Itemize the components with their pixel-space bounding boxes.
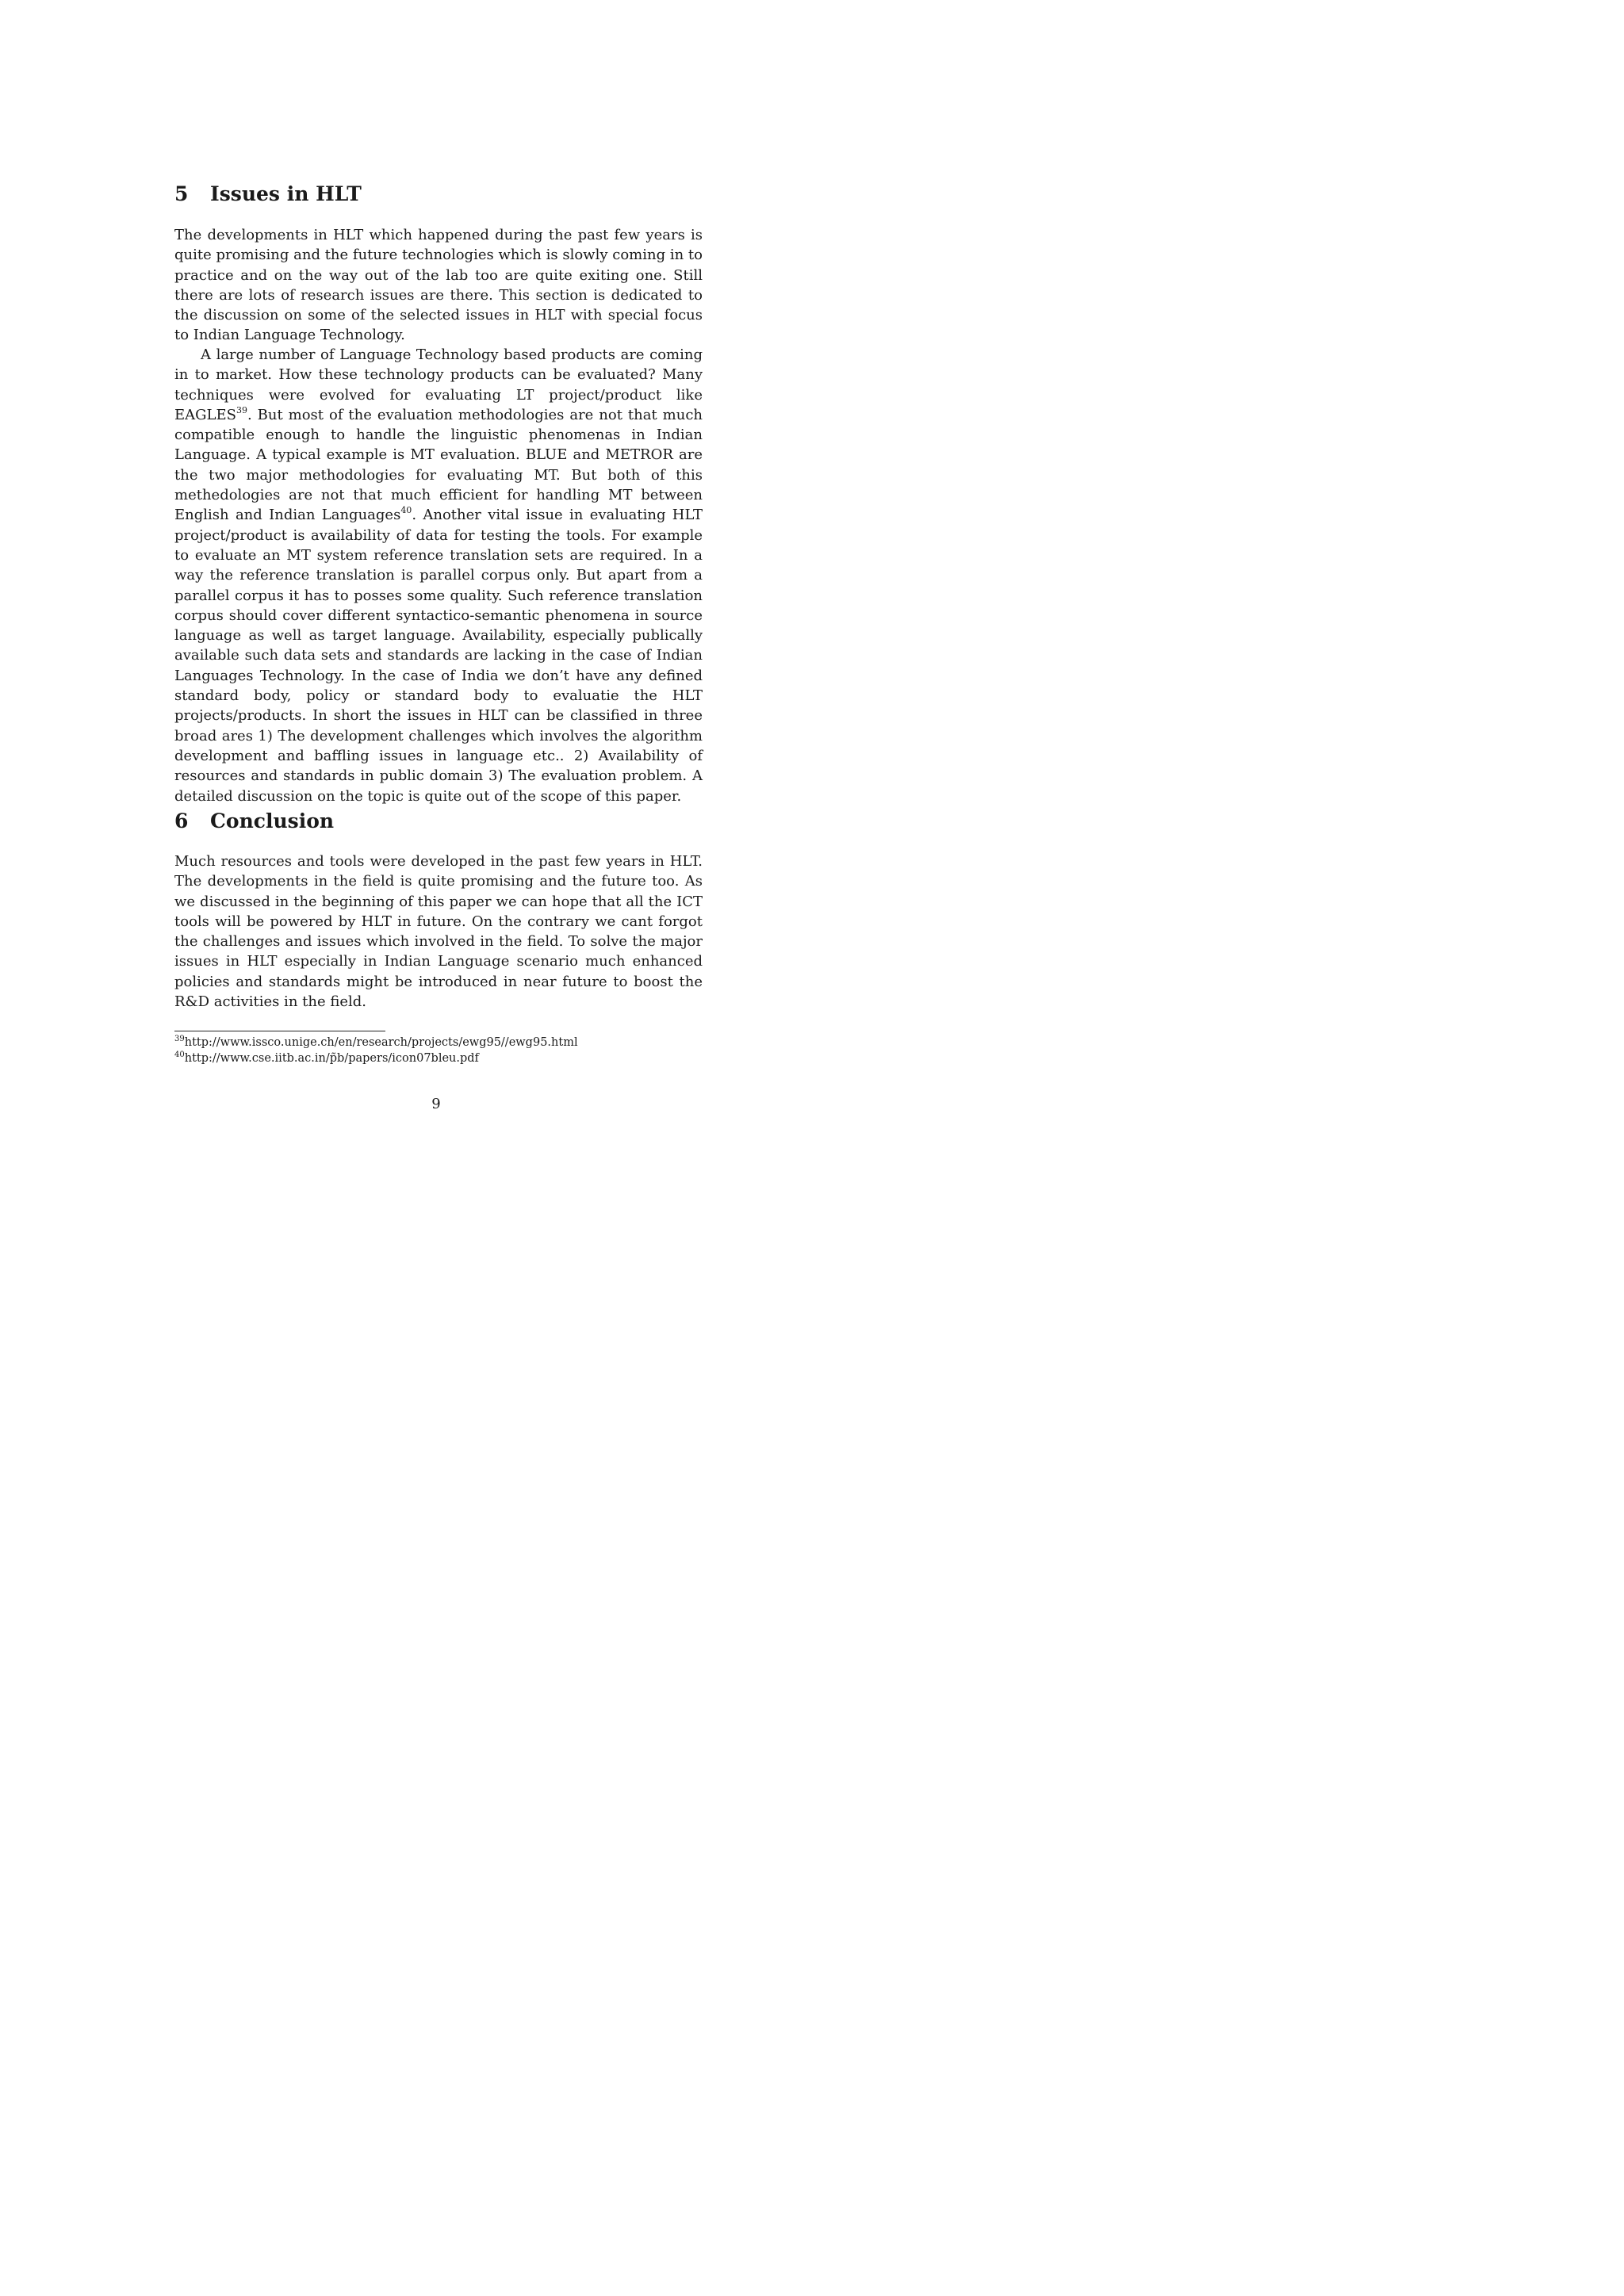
footnote-mark: 40 — [174, 1050, 185, 1059]
section-title: Conclusion — [210, 809, 335, 832]
footnote-mark: 39 — [174, 1035, 185, 1043]
paragraph-text: . But most of the evaluation methodologies are not that much compatible enough to handle the linguistic phenomenas in Indian Language. A typical example is MT evaluation. BLUE and METROR are the two major methodologies for evaluating MT. But both of this methedologies are not that much efficient for handling MT between English and Indian Languages — [174, 406, 703, 524]
section-heading-conclusion — [174, 809, 334, 832]
paragraph-conclusion: Much resources and tools were developed in the past few years in HLT. The developments in the field is quite promising and the future too. As we discussed in the beginning of this paper we can hope that all the ICT tools will be powered by HLT in future. On the contrary we cant forgot the challenges and issues which involved in the field. To solve the major issues in HLT especially in Indian Language scenario much enhanced policies and standards might be introduced in near future to boost the R&D activities in the field. — [174, 853, 703, 1011]
paragraph-issues-evaluation — [174, 345, 703, 806]
paragraph-issues-intro: The developments in HLT which happened during the past few years is quite promising and the future technologies which is slowly coming in to practice and on the way out of the lab too are quite exiting one. Still there are lots of research issues are there. This section is dedicated to the discussion on some of the selected issues in HLT with special focus to Indian Language Technology. — [174, 227, 703, 344]
footnote-url: http://www.issco.unige.ch/en/research/projects/ewg95//ewg95.html — [184, 1036, 578, 1049]
footnote-39 — [174, 1035, 578, 1050]
footnote-ref-39: 39 — [236, 404, 247, 415]
section-title: Issues in HLT — [210, 182, 362, 205]
paragraph-text: . Another vital issue in evaluating HLT project/product is availability of data for testing the tools. For example to evaluate an MT system reference translation sets are required. In a way the reference translation is parallel corpus only. But apart from a parallel corpus it has to posses some quality. Such reference translation corpus should cover different syntactico-semantic phenomena in source language as well as target language. Availability, especially publically available such data sets and standards are lacking in the case of Indian Languages Technology. In the case of India we don’t have any defined standard body, policy or standard body to evaluatie the HLT projects/products. In short the issues in HLT can be classified in three broad ares 1) The development challenges which involves the algorithm development and baffling issues in language etc.. 2) Availability of resources and standards in public domain 3) The evaluation problem. A detailed discussion on the topic is quite out of the scope of this paper. — [174, 507, 703, 805]
page-number: 9 — [431, 1096, 441, 1112]
paragraph-text: A large number of Language Technology based products are coming in to market. How these technology products can be evaluated? Many techniques were evolved for evaluating LT project/product like EAGLES — [174, 346, 703, 423]
footnote-url: http://www.cse.iitb.ac.in/p̃b/papers/icon07bleu.pdf — [184, 1052, 479, 1065]
section-heading-issues — [174, 182, 362, 205]
footnote-ref-40: 40 — [400, 505, 412, 516]
section-number: 5 — [174, 182, 189, 205]
section-number: 6 — [174, 809, 189, 832]
footnote-40 — [174, 1051, 479, 1066]
document-page — [0, 0, 872, 1233]
